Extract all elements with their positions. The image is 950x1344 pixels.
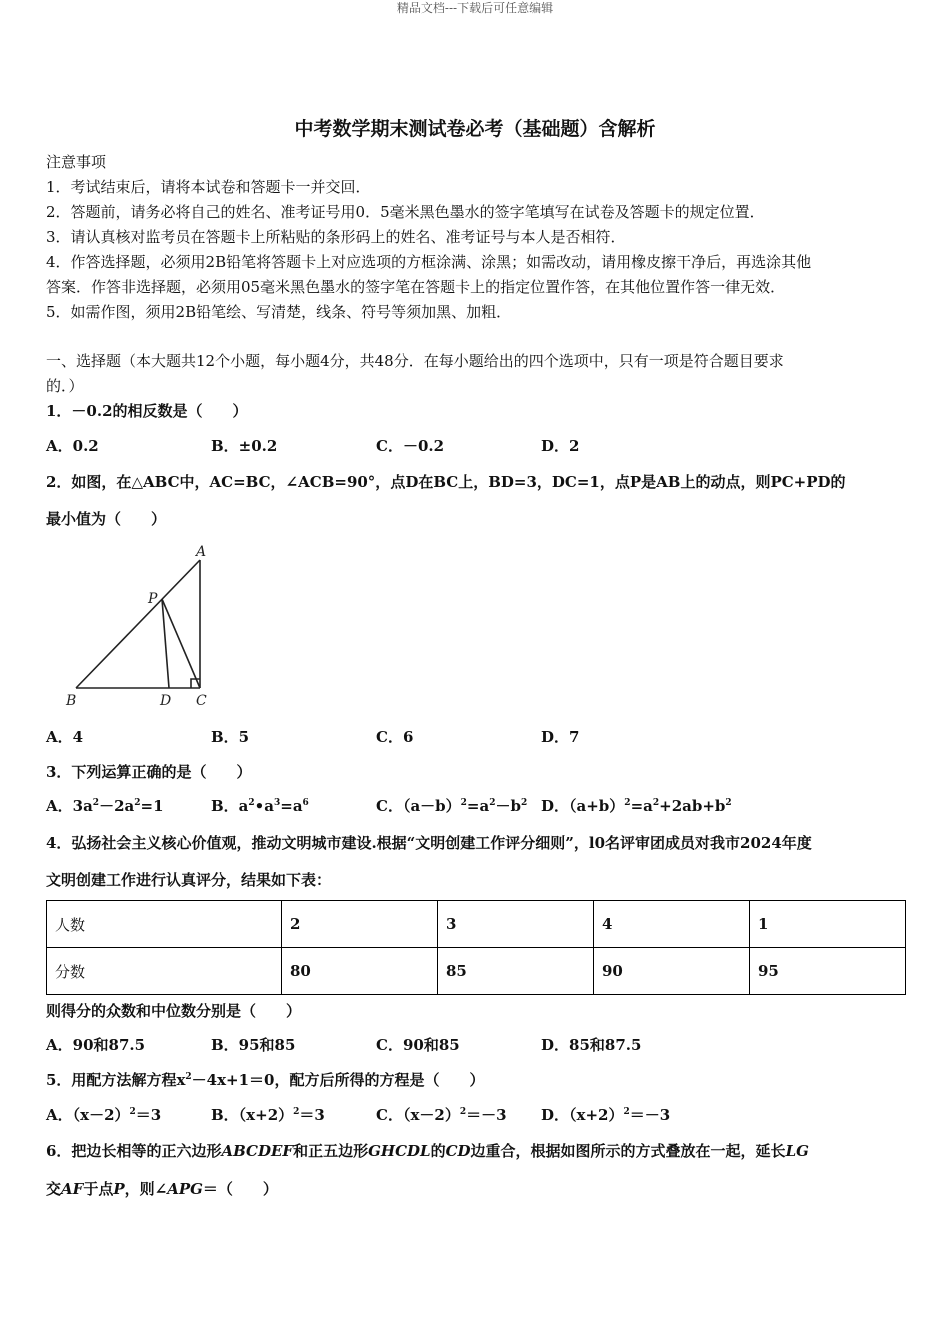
q2-option-c: C．6 bbox=[376, 728, 414, 746]
q2-option-d: D．7 bbox=[541, 728, 580, 746]
segment-ab bbox=[76, 560, 200, 688]
triangle-figure bbox=[58, 540, 218, 715]
q5-option-d: D．$(x+2)^2=-3$ bbox=[541, 1106, 671, 1124]
score-table bbox=[46, 900, 906, 995]
q2-stem-cont: 最小值为（ ） bbox=[46, 510, 167, 528]
q3-option-c: C．$(a-b)^2=a^2-b^2$ bbox=[376, 797, 528, 815]
q4-question: 则得分的众数和中位数分别是（ ） bbox=[46, 1002, 302, 1020]
q2-stem: 2．如图，在△ABC中，AC=BC，∠ACB=90°，点D在BC上，BD=3，DC=1，点P是AB上的动点，则PC+PD的 bbox=[46, 473, 846, 491]
page-header: 精品文档---下载后可任意编辑 bbox=[396, 1, 554, 15]
q6-stem: 6．把边长相等的正六边形ABCDEF和正五边形GHCDL的CD边重合，根据如图所示的方式叠放在一起，延长LG bbox=[46, 1142, 809, 1160]
q3-option-a: A．$3a^2-2a^2=1$ bbox=[46, 797, 164, 815]
q4-option-a: A．90和87.5 bbox=[46, 1036, 146, 1054]
section-heading-cont: 的．） bbox=[46, 377, 84, 395]
q5-option-a: A．$(x-2)^2=3$ bbox=[46, 1106, 162, 1124]
table-cell: 90 bbox=[594, 948, 750, 995]
notice-item-3: 3．请认真核对监考员在答题卡上所粘贴的条形码上的姓名、准考证号与本人是否相符． bbox=[46, 228, 626, 246]
q4-stem-cont: 文明创建工作进行认真评分，结果如下表： bbox=[46, 871, 332, 889]
q3-option-d: D．$(a+b)^2=a^2+2ab+b^2$ bbox=[541, 797, 732, 815]
notice-item-4: 4．作答选择题，必须用2B铅笔将答题卡上对应选项的方框涂满、涂黑；如需改动，请用橡皮擦干净后，再选涂其他 bbox=[46, 253, 812, 271]
q5-option-b: B．$(x+2)^2=3$ bbox=[211, 1106, 325, 1124]
q2-option-a: A．4 bbox=[46, 728, 84, 746]
q4-option-c: C．90和85 bbox=[376, 1036, 460, 1054]
q3-option-b: B．$a^2•a^3=a^6$ bbox=[211, 797, 309, 815]
table-cell: 80 bbox=[282, 948, 438, 995]
label-c: C bbox=[196, 693, 207, 709]
q5-stem: 5．用配方法解方程$x^2-4x+1=0$，配方后所得的方程是（ ） bbox=[46, 1071, 485, 1089]
table-row bbox=[47, 948, 906, 995]
table-cell: 85 bbox=[438, 948, 594, 995]
label-p: P bbox=[148, 591, 158, 607]
q4-option-b: B．95和85 bbox=[211, 1036, 296, 1054]
q1-option-a: A．0.2 bbox=[46, 437, 99, 455]
notice-item-1: 1．考试结束后，请将本试卷和答题卡一并交回． bbox=[46, 178, 371, 196]
section-heading: 一、选择题（本大题共12个小题，每小题4分，共48分．在每小题给出的四个选项中，只有一项是符合题目要求 bbox=[46, 352, 784, 370]
table-cell: 2 bbox=[282, 901, 438, 948]
q4-option-d: D．85和87.5 bbox=[541, 1036, 642, 1054]
q3-stem: 3．下列运算正确的是（ ） bbox=[46, 763, 252, 781]
q1-option-c: C．－0.2 bbox=[376, 437, 445, 455]
q6-stem-cont: 交AF于点P，则∠APG＝（ ） bbox=[46, 1180, 278, 1198]
label-b: B bbox=[66, 693, 77, 709]
notice-heading: 注意事项 bbox=[46, 153, 107, 171]
table-cell: 分数 bbox=[47, 948, 282, 995]
q1-option-b: B．±0.2 bbox=[211, 437, 278, 455]
page-title: 中考数学期末测试卷必考（基础题）含解析 bbox=[294, 118, 656, 140]
table-cell: 1 bbox=[750, 901, 906, 948]
q2-option-b: B．5 bbox=[211, 728, 250, 746]
table-row bbox=[47, 901, 906, 948]
q1-stem: 1．－0.2的相反数是（ ） bbox=[46, 402, 248, 420]
table-cell: 4 bbox=[594, 901, 750, 948]
q5-option-c: C．$(x-2)^2=-3$ bbox=[376, 1106, 507, 1124]
notice-item-5: 5．如需作图，须用2B铅笔绘、写清楚，线条、符号等须加黑、加粗． bbox=[46, 303, 512, 321]
label-d: D bbox=[160, 693, 172, 709]
notice-item-2: 2．答题前，请务必将自己的姓名、准考证号用0．5毫米黑色墨水的签字笔填写在试卷及答题卡的规定位置． bbox=[46, 203, 765, 221]
q1-option-d: D．2 bbox=[541, 437, 580, 455]
q4-stem: 4．弘扬社会主义核心价值观，推动文明城市建设.根据“文明创建工作评分细则”，l0名评审团成员对我市2024年度 bbox=[46, 834, 812, 852]
table-cell: 人数 bbox=[47, 901, 282, 948]
table-cell: 95 bbox=[750, 948, 906, 995]
label-a: A bbox=[196, 544, 207, 560]
table-cell: 3 bbox=[438, 901, 594, 948]
notice-item-4-cont: 答案．作答非选择题，必须用05毫米黑色墨水的签字笔在答题卡上的指定位置作答，在其他位置作答一律无效． bbox=[46, 278, 786, 296]
